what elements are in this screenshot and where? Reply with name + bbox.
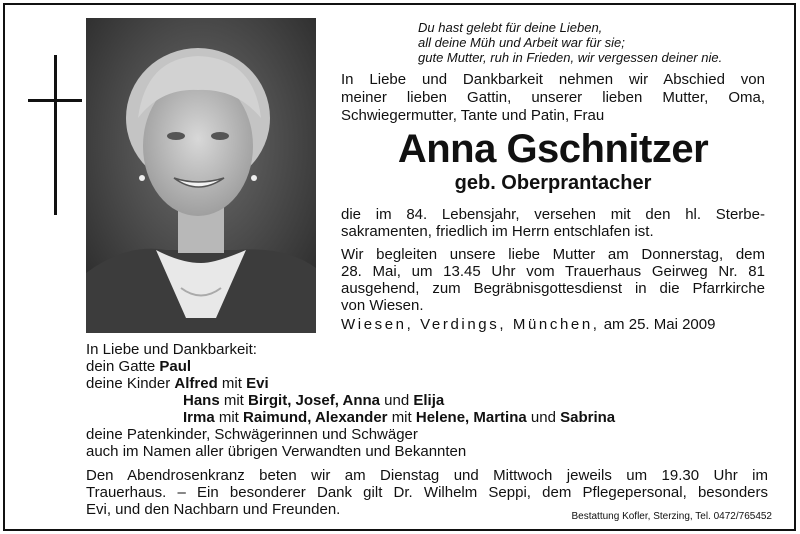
footer-line: Trauerhaus. – Ein besonderer Dank gilt Dr. Wilhelm Seppi, dem Pflegepersonal, besonders <box>86 484 768 501</box>
joiner: und <box>384 392 410 409</box>
child-name: Alfred <box>174 375 218 392</box>
child-row <box>86 409 615 426</box>
place-date <box>341 316 765 334</box>
poem <box>418 20 768 65</box>
intro-line: Schwiegermutter, Tante und Patin, Frau <box>341 107 605 124</box>
family-list <box>86 341 615 460</box>
death-notice-line: sakramenten, friedlich im Herrn entschlafen ist. <box>341 223 654 240</box>
poem-line: Du hast gelebt für deine Lieben, <box>418 20 603 35</box>
partner-names: Raimund, Alexander <box>243 409 388 426</box>
intro-line: In Liebe und Dankbarkeit nehmen wir Abschied von <box>341 71 765 88</box>
deceased-name: Anna Gschnitzer <box>397 127 709 171</box>
maiden-name: geb. Oberprantacher <box>454 172 652 194</box>
funeral-line: ausgehend, zum Begräbnisgottesdienst in die Pfarrkirche <box>341 280 765 297</box>
poem-line: all deine Müh und Arbeit war für sie; <box>418 35 625 50</box>
intro-text <box>341 71 765 125</box>
joiner: und <box>530 409 556 426</box>
joiner: mit <box>218 409 239 426</box>
poem-line: gute Mutter, ruh in Frieden, wir vergessen deiner nie. <box>418 50 723 65</box>
grandchild-name: Elija <box>413 392 445 409</box>
funeral-line: 28. Mai, um 13.45 Uhr vom Trauerhaus Geirweg Nr. 81 <box>341 263 765 280</box>
date: am 25. Mai 2009 <box>603 316 716 333</box>
joiner: mit <box>391 409 412 426</box>
funeral-line: von Wiesen. <box>341 297 424 314</box>
godchildren-row: deine Patenkinder, Schwägerinnen und Schwäger <box>86 426 418 443</box>
death-notice <box>341 206 765 240</box>
cross-icon-vertical <box>54 55 57 215</box>
joiner: mit <box>223 392 244 409</box>
child-row <box>86 375 615 392</box>
relatives-row: auch im Namen aller übrigen Verwandten und Bekannten <box>86 443 467 460</box>
partner-name: Evi <box>246 375 269 392</box>
grandchild-name: Sabrina <box>560 409 616 426</box>
portrait-illustration <box>86 18 316 333</box>
child-name: Hans <box>183 392 220 409</box>
family-heading: In Liebe und Dankbarkeit: <box>86 341 257 358</box>
funeral-line: Wir begleiten unsere liebe Mutter am Donnerstag, dem <box>341 246 765 263</box>
child-name: Irma <box>183 409 215 426</box>
intro-line: meiner lieben Gattin, unserer lieben Mutter, Oma, <box>341 89 765 106</box>
places: Wiesen, Verdings, München, <box>341 316 600 333</box>
grandchildren-names: Helene, Martina <box>415 409 527 426</box>
cross-icon-horizontal <box>28 99 82 102</box>
footer-line: Evi, und den Nachbarn und Freunden. <box>86 501 341 518</box>
footer-line: Den Abendrosenkranz beten wir am Dienstag und Mittwoch jeweils um 19.30 Uhr im <box>86 467 768 484</box>
funeral-info <box>341 246 765 314</box>
spouse-row <box>86 358 615 375</box>
children-prefix: deine Kinder <box>86 375 171 392</box>
grandchildren-names: Birgit, Josef, Anna <box>248 392 380 409</box>
spouse-prefix: dein Gatte <box>86 358 156 375</box>
spouse-name: Paul <box>159 358 192 375</box>
child-row <box>86 392 615 409</box>
death-notice-line: die im 84. Lebensjahr, versehen mit den hl. Sterbe- <box>341 206 765 223</box>
joiner: mit <box>221 375 242 392</box>
portrait-photo <box>86 18 316 333</box>
undertaker-credit: Bestattung Kofler, Sterzing, Tel. 0472/765452 <box>571 511 772 522</box>
